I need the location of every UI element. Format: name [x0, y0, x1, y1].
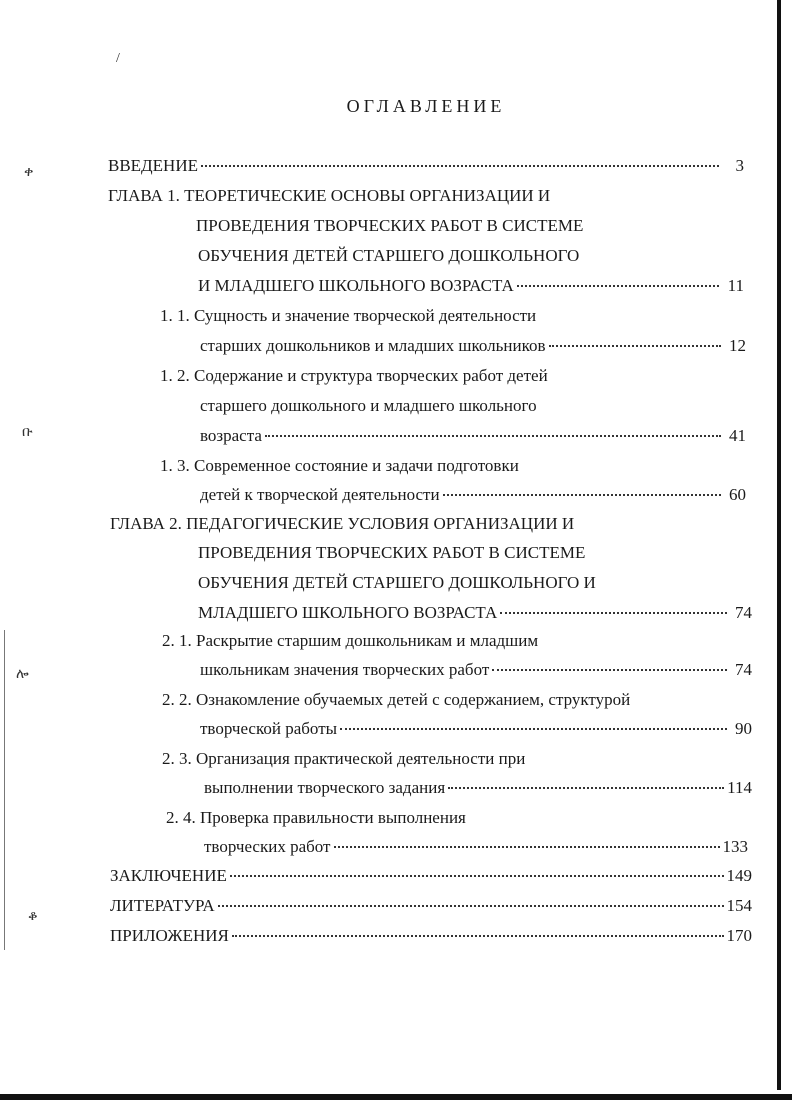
toc-entry-text: 2. 4. Проверка правильности выполнения: [166, 808, 466, 827]
margin-mark: ቡ: [22, 425, 33, 440]
toc-page-number: 170: [726, 926, 752, 945]
toc-entry-text: старшего дошкольного и младшего школьного: [200, 396, 537, 415]
toc-chapter-2-title-cont: [198, 543, 585, 567]
scan-edge-right: [777, 0, 781, 1090]
toc-leader: [549, 345, 721, 347]
toc-section-1-1-end[interactable]: [200, 336, 746, 360]
toc-entry-text: ПРИЛОЖЕНИЯ: [110, 926, 229, 945]
toc-page-number: 11: [727, 276, 744, 295]
toc-chapter-2-title[interactable]: [110, 514, 574, 538]
toc-page-number: 154: [726, 896, 752, 915]
toc-entry-conclusion[interactable]: [110, 866, 752, 890]
toc-leader: [448, 787, 724, 789]
toc-page-number: 74: [735, 660, 752, 679]
toc-entry-text: ОБУЧЕНИЯ ДЕТЕЙ СТАРШЕГО ДОШКОЛЬНОГО: [198, 246, 580, 265]
toc-section-2-4[interactable]: [166, 808, 466, 832]
toc-entry-text: ГЛАВА 1. ТЕОРЕТИЧЕСКИЕ ОСНОВЫ ОРГАНИЗАЦИИ И: [108, 186, 551, 205]
toc-entry-text: ОБУЧЕНИЯ ДЕТЕЙ СТАРШЕГО ДОШКОЛЬНОГО И: [198, 573, 596, 592]
toc-entry-text: выполнении творческого задания: [204, 778, 446, 797]
toc-entry-text: 1. 3. Современное состояние и задачи подготовки: [160, 456, 519, 475]
toc-chapter-1-title[interactable]: [108, 186, 550, 210]
toc-leader: [334, 846, 720, 848]
toc-leader: [201, 165, 719, 167]
toc-page-number: 3: [735, 156, 744, 175]
toc-entry-text: ПРОВЕДЕНИЯ ТВОРЧЕСКИХ РАБОТ В СИСТЕМЕ: [198, 543, 586, 562]
toc-section-1-3-end[interactable]: [200, 485, 746, 509]
toc-section-2-4-end[interactable]: [204, 837, 748, 861]
toc-section-1-3[interactable]: [160, 456, 519, 480]
toc-chapter-2-title-end[interactable]: [198, 603, 752, 627]
toc-page-number: 74: [735, 603, 752, 622]
toc-entry-text: творческих работ: [204, 837, 331, 856]
toc-leader: [500, 612, 727, 614]
toc-leader: [340, 728, 727, 730]
toc-entry-text: ЗАКЛЮЧЕНИЕ: [110, 866, 227, 885]
toc-entry-text: ГЛАВА 2. ПЕДАГОГИЧЕСКИЕ УСЛОВИЯ ОРГАНИЗАЦИИ И: [110, 514, 575, 533]
toc-page-number: 149: [726, 866, 752, 885]
toc-leader: [517, 285, 719, 287]
toc-entry-references[interactable]: [110, 896, 752, 920]
toc-leader: [232, 935, 724, 937]
toc-leader: [265, 435, 721, 437]
toc-entry-text: МЛАДШЕГО ШКОЛЬНОГО ВОЗРАСТА: [198, 603, 498, 622]
toc-entry-text: старших дошкольников и младших школьников: [200, 336, 546, 355]
margin-mark: ቆ: [28, 909, 38, 924]
toc-entry-introduction[interactable]: [108, 156, 744, 180]
toc-entry-text: 2. 3. Организация практической деятельности при: [162, 749, 526, 768]
toc-chapter-1-title-end[interactable]: [198, 276, 744, 300]
toc-leader: [218, 905, 724, 907]
toc-page-number: 114: [727, 778, 752, 797]
toc-section-1-2[interactable]: [160, 366, 548, 390]
toc-entry-text: ЛИТЕРАТУРА: [110, 896, 215, 915]
toc-section-2-3[interactable]: [162, 749, 525, 773]
toc-page-number: 133: [722, 837, 748, 856]
toc-entry-text: 2. 2. Ознакомление обучаемых детей с содержанием, структурой: [162, 690, 631, 709]
toc-section-2-3-end[interactable]: [204, 778, 752, 802]
toc-page-number: 41: [729, 426, 746, 445]
toc-entry-appendices[interactable]: [110, 926, 752, 950]
toc-entry-text: детей к творческой деятельности: [200, 485, 440, 504]
toc-entry-text: возраста: [200, 426, 262, 445]
toc-section-1-2-end[interactable]: [200, 426, 746, 450]
toc-section-2-1[interactable]: [162, 631, 538, 655]
page-title: ОГЛАВЛЕНИЕ: [346, 96, 506, 116]
toc-entry-text: ВВЕДЕНИЕ: [108, 156, 198, 175]
scan-edge-left: [4, 630, 5, 950]
toc-page-number: 12: [729, 336, 746, 355]
margin-mark: ቀ: [24, 165, 34, 180]
margin-mark: ሎ: [16, 667, 29, 682]
toc-entry-text: 1. 2. Содержание и структура творческих работ детей: [160, 366, 548, 385]
scan-edge-bottom: [0, 1094, 792, 1100]
toc-entry-text: 1. 1. Сущность и значение творческой деятельности: [160, 306, 537, 325]
toc-entry-text: творческой работы: [200, 719, 338, 738]
toc-leader: [443, 494, 721, 496]
toc-chapter-1-title-cont: [196, 216, 583, 240]
toc-section-2-2-end[interactable]: [200, 719, 752, 743]
toc-entry-text: школьникам значения творческих работ: [200, 660, 490, 679]
toc-page-number: 90: [735, 719, 752, 738]
toc-leader: [492, 669, 727, 671]
toc-entry-text: ПРОВЕДЕНИЯ ТВОРЧЕСКИХ РАБОТ В СИСТЕМЕ: [196, 216, 584, 235]
toc-leader: [230, 875, 724, 877]
toc-chapter-1-title-cont: [198, 246, 579, 270]
toc-section-2-2[interactable]: [162, 690, 630, 714]
toc-entry-text: И МЛАДШЕГО ШКОЛЬНОГО ВОЗРАСТА: [198, 276, 514, 295]
pen-mark: /: [116, 51, 120, 66]
toc-section-1-1[interactable]: [160, 306, 536, 330]
toc-section-1-2-cont: [200, 396, 537, 420]
toc-page-number: 60: [729, 485, 746, 504]
toc-section-2-1-end[interactable]: [200, 660, 752, 684]
toc-entry-text: 2. 1. Раскрытие старшим дошкольникам и младшим: [162, 631, 539, 650]
toc-chapter-2-title-cont: [198, 573, 596, 597]
